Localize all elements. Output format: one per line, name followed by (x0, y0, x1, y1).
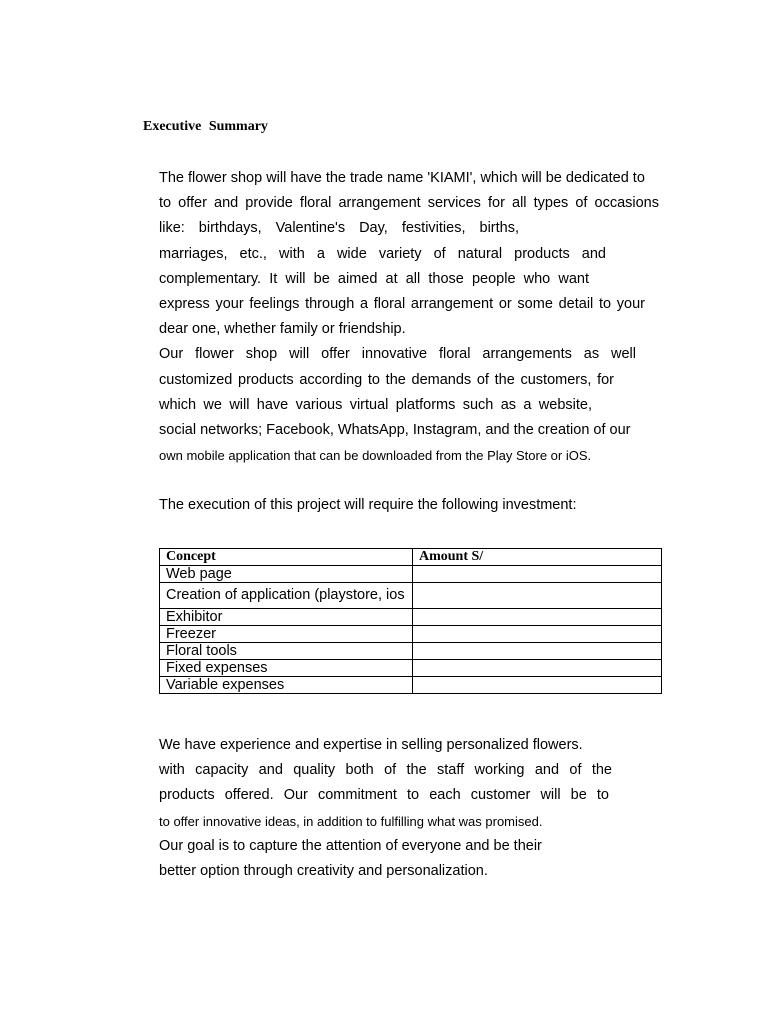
text-line: own mobile application that can be downloaded from the Play Store or iOS. (159, 448, 592, 464)
table-row (160, 566, 662, 583)
text-line: marriages, etc., with a wide variety of natural products and (159, 245, 606, 262)
amount-cell (413, 609, 662, 626)
text-line: complementary. It will be aimed at all those people who want (159, 270, 589, 287)
table-row (160, 677, 662, 694)
text-line: dear one, whether family or friendship. (159, 321, 406, 338)
concept-cell: Variable expenses (160, 677, 413, 694)
concept-cell: Fixed expenses (160, 660, 413, 677)
amount-cell (413, 566, 662, 583)
concept-cell: Creation of application (playstore, ios (160, 583, 413, 609)
intro-paragraph (159, 166, 659, 468)
section-heading: Executive Summary (143, 119, 268, 134)
concept-cell: Exhibitor (160, 609, 413, 626)
text-line: Our flower shop will offer innovative floral arrangements as well (159, 346, 636, 363)
text-line: products offered. Our commitment to each customer will be to (159, 787, 609, 804)
text-line: The flower shop will have the trade name 'KIAMI', which will be dedicated to (159, 170, 645, 186)
text-line: customized products according to the demands of the customers, for (159, 371, 614, 388)
text-line: Our goal is to capture the attention of everyone and be their (159, 837, 542, 854)
amount-cell (413, 626, 662, 643)
amount-cell (413, 660, 662, 677)
table-row (160, 660, 662, 677)
table-row (160, 583, 662, 609)
table-header-row (160, 549, 662, 566)
text-line: express your feelings through a floral arrangement or some detail to your (159, 295, 645, 312)
text-line: The execution of this project will require the following investment: (159, 497, 577, 513)
text-line: to offer innovative ideas, in addition to fulfilling what was promised. (159, 813, 543, 829)
amount-cell (413, 643, 662, 660)
column-header-amount: Amount S/ (413, 549, 662, 566)
concept-cell: Freezer (160, 626, 413, 643)
text-line: better option through creativity and personalization. (159, 862, 488, 879)
text-line: social networks; Facebook, WhatsApp, Instagram, and the creation of our (159, 421, 631, 438)
concept-cell: Web page (160, 566, 413, 583)
investment-intro (159, 493, 659, 518)
table-row (160, 626, 662, 643)
text-line: like: birthdays, Valentine's Day, festivities, births, (159, 220, 519, 237)
text-line: which we will have various virtual platforms such as a website, (159, 396, 592, 413)
closing-paragraph (159, 733, 659, 884)
investment-table (159, 548, 662, 694)
amount-cell (413, 677, 662, 694)
column-header-concept: Concept (160, 549, 413, 566)
table-row (160, 609, 662, 626)
concept-cell: Floral tools (160, 643, 413, 660)
text-line: to offer and provide floral arrangement services for all types of occasions (159, 195, 659, 212)
text-line: We have experience and expertise in selling personalized flowers. (159, 737, 583, 753)
amount-cell (413, 583, 662, 609)
table-row (160, 643, 662, 660)
text-line: with capacity and quality both of the staff working and of the (159, 762, 612, 779)
